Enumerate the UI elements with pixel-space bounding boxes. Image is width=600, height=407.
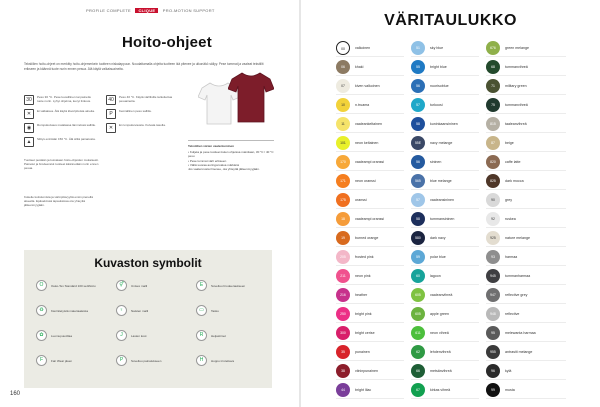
color-row bbox=[411, 133, 479, 152]
color-row bbox=[336, 95, 404, 114]
color-swatch: 10 bbox=[336, 98, 350, 112]
color-swatch: 58 bbox=[411, 212, 425, 226]
care-item-text: Ei rumpukuivausta. Kuivata tasolla. bbox=[119, 123, 166, 127]
hood-icon: H bbox=[196, 355, 207, 366]
color-swatch: 19 bbox=[336, 231, 350, 245]
color-swatch: 11 bbox=[336, 117, 350, 131]
care-item-text: Pesu 40 °C. Käytä värillisille tarkoitettua pesuainetta. bbox=[119, 95, 173, 103]
color-swatch: 205 bbox=[336, 250, 350, 264]
color-swatch: 820 bbox=[486, 155, 500, 169]
brand-logo: CLIQUE bbox=[135, 8, 158, 13]
symbols-title: Kuvaston symbolit bbox=[94, 256, 202, 270]
page-number: 160 bbox=[10, 391, 21, 397]
color-row bbox=[411, 247, 479, 266]
color-name: neon oranssi bbox=[355, 178, 376, 183]
color-swatch: 71 bbox=[486, 79, 500, 93]
oeko-tex-icon: O bbox=[36, 280, 47, 291]
color-name: apple green bbox=[430, 311, 449, 316]
color-name: frosted pink bbox=[355, 254, 374, 259]
color-row bbox=[411, 209, 479, 228]
color-swatch: 67 bbox=[411, 383, 425, 397]
wash-30-icon: 30 bbox=[24, 95, 34, 105]
color-name: tummanharmaa bbox=[505, 273, 531, 278]
color-row bbox=[411, 304, 479, 323]
color-row bbox=[486, 114, 566, 133]
tumble-dry-icon: ◉ bbox=[24, 123, 34, 133]
junior-icon: J bbox=[116, 330, 127, 341]
color-swatch: 06 bbox=[336, 60, 350, 74]
color-swatch: 605 bbox=[411, 307, 425, 321]
color-name: military green bbox=[505, 83, 527, 88]
color-row bbox=[336, 38, 404, 57]
symbol-item bbox=[196, 305, 259, 316]
care-item bbox=[24, 137, 98, 147]
color-swatch: 300 bbox=[336, 326, 350, 340]
color-swatch: 825 bbox=[486, 174, 500, 188]
care-title: Hoito-ohjeet bbox=[122, 34, 212, 51]
color-swatch: 611 bbox=[411, 326, 425, 340]
color-row bbox=[411, 323, 479, 342]
color-name: kuninkaansininen bbox=[430, 121, 458, 126]
color-row bbox=[486, 57, 566, 76]
care-instructions-column-2 bbox=[106, 95, 180, 137]
color-name: khaki bbox=[355, 64, 364, 69]
color-swatch: 948 bbox=[486, 307, 500, 321]
color-name: taaleanvihreä bbox=[505, 121, 527, 126]
color-row bbox=[411, 342, 479, 361]
color-swatch: 211 bbox=[336, 269, 350, 283]
color-name: burned orange bbox=[355, 235, 379, 240]
color-row bbox=[336, 114, 404, 133]
color-chart-title: VÄRITAULUKKO bbox=[384, 12, 517, 29]
color-row bbox=[336, 190, 404, 209]
color-swatch: 57 bbox=[411, 193, 425, 207]
care-paragraph-1: Tuotteet pestään ja kuivataan hoito-ohjeiden mukaisesti. Painetut ja brodeeratut tuotteet käännetään nurin ennen pesua. bbox=[24, 158, 99, 171]
color-name: bright cerise bbox=[355, 330, 375, 335]
color-name: turkoosi bbox=[430, 102, 443, 107]
color-swatch: 60 bbox=[411, 269, 425, 283]
page-header bbox=[86, 8, 215, 13]
care-item bbox=[24, 123, 98, 133]
color-name: beige bbox=[505, 140, 514, 145]
color-row bbox=[411, 76, 479, 95]
info-box-title: Tekstiilien värien vaalentuminen bbox=[188, 144, 234, 148]
color-row bbox=[411, 266, 479, 285]
color-name: nuorisoblue bbox=[430, 83, 449, 88]
care-item-text: Silitys enintään 150 °C. Älä silitä painatusta. bbox=[37, 137, 96, 141]
symbol-item bbox=[116, 355, 179, 366]
symbol-item bbox=[116, 305, 179, 316]
color-swatch: 56 bbox=[411, 79, 425, 93]
symbol-text: Fair Wear jäsen bbox=[51, 358, 73, 363]
color-swatch: 58 bbox=[411, 117, 425, 131]
color-row bbox=[486, 361, 566, 380]
color-name: nature melange bbox=[505, 235, 530, 240]
color-swatch: 95 bbox=[486, 326, 500, 340]
symbol-item bbox=[36, 355, 99, 366]
color-name: heather bbox=[355, 292, 368, 297]
color-name: harmaa bbox=[505, 254, 518, 259]
color-row bbox=[486, 95, 566, 114]
color-swatch: 66 bbox=[411, 364, 425, 378]
color-row bbox=[486, 247, 566, 266]
color-row bbox=[486, 171, 566, 190]
color-name: kirkas vihreä bbox=[430, 387, 451, 392]
color-name: reflective bbox=[505, 311, 520, 316]
color-swatch: 55E bbox=[411, 136, 425, 150]
ladies-icon: ♀ bbox=[116, 305, 127, 316]
color-name: melewanta harmaa bbox=[505, 330, 536, 335]
care-item bbox=[106, 123, 180, 133]
color-row bbox=[486, 38, 566, 57]
color-swatch: 96 bbox=[486, 364, 500, 378]
symbol-item bbox=[36, 305, 99, 316]
color-row bbox=[336, 57, 404, 76]
color-row bbox=[411, 228, 479, 247]
color-swatch: 68 bbox=[486, 60, 500, 74]
color-name: tummanvihreä bbox=[505, 102, 528, 107]
row-divider bbox=[486, 398, 566, 399]
color-row bbox=[336, 247, 404, 266]
care-item-text: Kemiallinen pesu sallittu. bbox=[119, 109, 153, 113]
color-name: antrasiti melange bbox=[505, 349, 533, 354]
color-name: sky blue bbox=[430, 45, 444, 50]
color-swatch: 87 bbox=[486, 136, 500, 150]
color-name: navy melange bbox=[430, 140, 453, 145]
color-name: ruskea bbox=[505, 216, 516, 221]
color-name: reflective grey bbox=[505, 292, 528, 297]
symbol-text: Soveltuu brodeeraukseen bbox=[211, 283, 246, 288]
color-swatch: 101 bbox=[336, 136, 350, 150]
color-swatch: 99 bbox=[486, 383, 500, 397]
color-row bbox=[486, 228, 566, 247]
color-name: lagoon bbox=[430, 273, 441, 278]
color-swatch: 605 bbox=[411, 288, 425, 302]
no-bleach-icon: ✕ bbox=[24, 109, 34, 119]
color-swatch: 947 bbox=[486, 288, 500, 302]
color-name: dark mocca bbox=[505, 178, 524, 183]
color-name: kiven valkoinen bbox=[355, 83, 380, 88]
color-name: bright blue bbox=[430, 64, 447, 69]
symbol-item bbox=[116, 330, 179, 341]
color-swatch: 18 bbox=[336, 212, 350, 226]
color-swatch: 171 bbox=[336, 174, 350, 188]
color-row bbox=[486, 133, 566, 152]
color-name: tummanvihreä bbox=[505, 64, 528, 69]
color-swatch: 07 bbox=[336, 79, 350, 93]
color-row bbox=[336, 380, 404, 399]
row-divider bbox=[336, 398, 404, 399]
info-box-line: • Kuljeta ja pese tuotteet kuten ohjeissa mainitaan, 30 °C / 40 °C pesu bbox=[188, 150, 274, 159]
color-swatch: 565 bbox=[411, 174, 425, 188]
color-row bbox=[336, 209, 404, 228]
color-swatch: 676 bbox=[486, 41, 500, 55]
header-right: PRO-MOTION SUPPORT bbox=[162, 8, 215, 13]
care-item-text: Ei valkaisua. Älä käytä klooripitoisia aineita. bbox=[37, 109, 95, 113]
color-name: bright lilac bbox=[355, 387, 372, 392]
color-swatch: 35 bbox=[336, 345, 350, 359]
color-row bbox=[336, 228, 404, 247]
color-swatch: 51 bbox=[411, 41, 425, 55]
care-item bbox=[106, 109, 180, 119]
color-row bbox=[336, 304, 404, 323]
symbol-item bbox=[196, 280, 259, 291]
info-box-lines bbox=[188, 150, 274, 171]
color-row bbox=[411, 285, 479, 304]
color-column-1 bbox=[336, 38, 404, 399]
color-row bbox=[336, 361, 404, 380]
color-name: kylä bbox=[505, 368, 512, 373]
symbol-item bbox=[36, 280, 99, 291]
care-item bbox=[24, 95, 98, 105]
info-box-line: Jos vaalennusta ilmenee, ota yhteyttä jälleenmyyjään. bbox=[188, 167, 260, 172]
color-row bbox=[486, 76, 566, 95]
color-swatch: 955 bbox=[486, 345, 500, 359]
care-item-text: Pesu 30 °C. Pese kuosillinen tai painettu tuote nurin. Lyhyt ohjelma, kevyt linkous. bbox=[37, 95, 92, 103]
info-box bbox=[188, 140, 274, 171]
color-swatch: 75 bbox=[486, 98, 500, 112]
color-column-2 bbox=[411, 38, 479, 399]
color-row bbox=[336, 133, 404, 152]
info-box-line: • Vältä suoraa auringonvaloa märkänä bbox=[188, 162, 239, 167]
color-row bbox=[411, 190, 479, 209]
color-swatch: 38 bbox=[336, 364, 350, 378]
color-row bbox=[486, 152, 566, 171]
dry-clean-icon: P bbox=[106, 109, 116, 119]
color-swatch: 580 bbox=[411, 231, 425, 245]
fair-wear-icon: F bbox=[36, 355, 47, 366]
color-name: dark navy bbox=[430, 235, 446, 240]
color-name: bright pink bbox=[355, 311, 372, 316]
color-name: caffe latte bbox=[505, 159, 521, 164]
color-row bbox=[336, 76, 404, 95]
symbol-item bbox=[196, 355, 259, 366]
color-row bbox=[486, 190, 566, 209]
color-row bbox=[486, 209, 566, 228]
color-swatch: 945 bbox=[486, 269, 500, 283]
color-name: musta bbox=[505, 387, 515, 392]
color-row bbox=[486, 380, 566, 399]
color-name: n.truama bbox=[355, 102, 370, 107]
no-tumble-icon: ✕ bbox=[106, 123, 116, 133]
embroidery-icon: E bbox=[196, 280, 207, 291]
color-name: vaaleanvihreä bbox=[430, 292, 453, 297]
print-icon: P bbox=[116, 355, 127, 366]
color-name: neon pink bbox=[355, 273, 371, 278]
color-name: vaaleankeltainen bbox=[355, 121, 382, 126]
row-divider bbox=[411, 398, 479, 399]
color-swatch: 925 bbox=[486, 231, 500, 245]
maroon-tshirt-image bbox=[228, 70, 274, 124]
symbols-panel bbox=[24, 250, 272, 388]
color-name: tummansininen bbox=[430, 216, 455, 221]
care-instructions-column-1 bbox=[24, 95, 98, 151]
color-name: valkoinen bbox=[355, 45, 371, 50]
color-row bbox=[486, 342, 566, 361]
care-item bbox=[106, 95, 180, 105]
color-name: neon vihreä bbox=[430, 330, 449, 335]
care-item bbox=[24, 109, 98, 119]
color-swatch: 90 bbox=[486, 193, 500, 207]
color-name: grey bbox=[505, 197, 512, 202]
recycled-icon: ♻ bbox=[36, 305, 47, 316]
color-row bbox=[411, 114, 479, 133]
color-column-3 bbox=[486, 38, 566, 399]
color-swatch: 815 bbox=[486, 117, 500, 131]
color-name: neon keltainen bbox=[355, 140, 379, 145]
color-row bbox=[336, 266, 404, 285]
color-row bbox=[411, 361, 479, 380]
symbol-text: Unisex malli bbox=[131, 283, 148, 288]
color-swatch: 56 bbox=[411, 155, 425, 169]
symbol-text: Naisten malli bbox=[131, 308, 149, 313]
color-row bbox=[336, 342, 404, 361]
color-swatch: 216 bbox=[336, 288, 350, 302]
symbol-text: Luomupuuvillaa bbox=[51, 333, 73, 338]
color-swatch: 170 bbox=[336, 155, 350, 169]
color-row bbox=[336, 171, 404, 190]
color-row bbox=[336, 285, 404, 304]
color-row bbox=[411, 380, 479, 399]
pocket-icon: ▭ bbox=[196, 305, 207, 316]
color-name: metsänvihreä bbox=[430, 368, 452, 373]
color-swatch: 250 bbox=[336, 307, 350, 321]
color-swatch: 92 bbox=[486, 212, 500, 226]
info-box-line: • Pese tummat värit erikseen bbox=[188, 158, 227, 163]
color-swatch: 93 bbox=[486, 250, 500, 264]
color-row bbox=[336, 323, 404, 342]
color-swatch: 44 bbox=[336, 383, 350, 397]
color-name: lehdenvihreä bbox=[430, 349, 451, 354]
color-row bbox=[411, 38, 479, 57]
color-name: vaaleampi oranssi bbox=[355, 216, 384, 221]
color-swatch: 00 bbox=[336, 41, 350, 55]
symbol-item bbox=[36, 330, 99, 341]
color-swatch: 62 bbox=[411, 345, 425, 359]
iron-icon: ▲ bbox=[24, 137, 34, 147]
color-name: sininen bbox=[430, 159, 442, 164]
organic-icon: ✿ bbox=[36, 330, 47, 341]
color-row bbox=[486, 323, 566, 342]
symbol-item bbox=[196, 330, 259, 341]
color-row bbox=[411, 95, 479, 114]
unisex-icon: ⚥ bbox=[116, 280, 127, 291]
color-name: punainen bbox=[355, 349, 370, 354]
color-name: vaaleampi oranssi bbox=[355, 159, 384, 164]
reflective-icon: R bbox=[196, 330, 207, 341]
color-name: blue melange bbox=[430, 178, 452, 183]
color-row bbox=[486, 304, 566, 323]
color-swatch: 55 bbox=[411, 60, 425, 74]
symbol-text: Oeko-Tex Standard 100 sertifioitu bbox=[51, 283, 96, 288]
care-intro: Tekstiilien hoito-ohjeet on merkitty hoito-ohjemerkein tuotteen niskalappuun. Noudattamalla ohjeita tuotteen ikä pitenee ja ulkonäkö säilyy. Pese tummat ja vaaleat tekstiilit erikseen ja käännä tuote nurin ennen pesua. Älä käytä valkaisuaineita. bbox=[24, 62, 264, 71]
color-swatch: 57 bbox=[411, 98, 425, 112]
symbol-text: Huppu irrotettava bbox=[211, 358, 235, 363]
header-left: PROFILE COMPLETE bbox=[86, 8, 132, 13]
symbol-text: Heijastimet bbox=[211, 333, 226, 338]
color-row bbox=[411, 171, 479, 190]
symbol-text: Soveltuu painatukseen bbox=[131, 358, 162, 363]
care-paragraph-2: Kokeile kutistumista ja värinpitävyyttä ensin pienellä alueella. Epäselvissä tapauksissa ota yhteyttä jälleenmyyjään. bbox=[24, 195, 93, 208]
color-name: polar blue bbox=[430, 254, 446, 259]
color-name: green melange bbox=[505, 45, 529, 50]
symbol-text: Kierrätetyistä materiaaleista bbox=[51, 308, 89, 313]
symbol-text: Tasku bbox=[211, 308, 219, 313]
color-name: vaaleansininen bbox=[430, 197, 454, 202]
color-row bbox=[486, 285, 566, 304]
symbol-item bbox=[116, 280, 179, 291]
care-item-text: Rumpukuivaus matalassa lämmössä sallittu. bbox=[37, 123, 97, 127]
color-swatch: 175 bbox=[336, 193, 350, 207]
page-gutter bbox=[299, 0, 301, 407]
color-row bbox=[411, 57, 479, 76]
color-row bbox=[336, 152, 404, 171]
color-name: viininpunainen bbox=[355, 368, 378, 373]
color-name: oranssi bbox=[355, 197, 367, 202]
wash-40-icon: 40 bbox=[106, 95, 116, 105]
symbol-text: Lasten koot bbox=[131, 333, 147, 338]
color-swatch: 59 bbox=[411, 250, 425, 264]
color-row bbox=[411, 152, 479, 171]
color-row bbox=[486, 266, 566, 285]
